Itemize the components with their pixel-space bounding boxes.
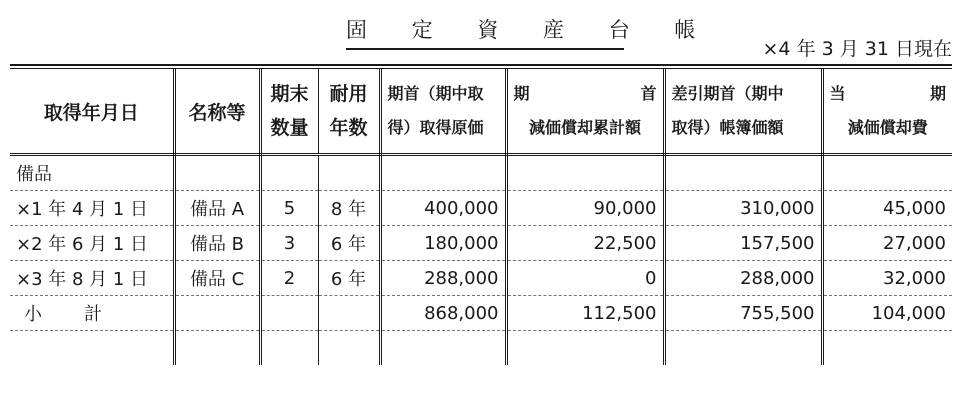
header-useful-life: 耐用 年数	[318, 69, 380, 155]
blank-row	[10, 331, 952, 366]
subtotal-cost: 868,000	[380, 296, 506, 331]
table-row	[10, 226, 952, 261]
subtotal-accumulated-depreciation: 112,500	[506, 296, 664, 331]
title-underline	[346, 48, 624, 50]
category-label: 備品	[10, 155, 174, 191]
category-row	[10, 155, 952, 191]
ledger-title: 固 定 資 産 台 帳	[346, 18, 715, 42]
header-book-value: 差引期首（期中 取得）帳簿価額	[664, 69, 822, 155]
subtotal-label: 小 計	[10, 296, 174, 331]
depreciation-expense-cell: 45,000	[822, 191, 952, 226]
accumulated-depreciation-cell: 0	[506, 261, 664, 296]
header-acquisition-date: 取得年月日	[10, 69, 174, 155]
depreciation-expense-cell: 27,000	[822, 226, 952, 261]
header-acquisition-cost: 期首（期中取 得）取得原価	[380, 69, 506, 155]
depreciation-expense-cell: 32,000	[822, 261, 952, 296]
acquisition-date-cell: ×3 年 8 月 1 日	[10, 261, 174, 296]
quantity-cell: 2	[260, 261, 318, 296]
subtotal-depreciation-expense: 104,000	[822, 296, 952, 331]
book-value-cell: 288,000	[664, 261, 822, 296]
subtotal-book-value: 755,500	[664, 296, 822, 331]
book-value-cell: 157,500	[664, 226, 822, 261]
acquisition-cost-cell: 180,000	[380, 226, 506, 261]
table-row	[10, 261, 952, 296]
as-of-date: ×4 年 3 月 31 日現在	[762, 38, 952, 60]
subtotal-row	[10, 296, 952, 331]
accumulated-depreciation-cell: 90,000	[506, 191, 664, 226]
acquisition-cost-cell: 288,000	[380, 261, 506, 296]
acquisition-date-cell: ×1 年 4 月 1 日	[10, 191, 174, 226]
fixed-asset-ledger	[10, 64, 952, 365]
header-row	[10, 69, 952, 155]
top-border	[10, 64, 952, 66]
useful-life-cell: 6 年	[318, 226, 380, 261]
useful-life-cell: 8 年	[318, 191, 380, 226]
asset-name-cell: 備品 A	[174, 191, 260, 226]
acquisition-cost-cell: 400,000	[380, 191, 506, 226]
book-value-cell: 310,000	[664, 191, 822, 226]
quantity-cell: 5	[260, 191, 318, 226]
header-name: 名称等	[174, 69, 260, 155]
ledger-table	[10, 69, 952, 365]
acquisition-date-cell: ×2 年 6 月 1 日	[10, 226, 174, 261]
header-accumulated-depreciation: 期 首 減価償却累計額	[506, 69, 664, 155]
asset-name-cell: 備品 B	[174, 226, 260, 261]
useful-life-cell: 6 年	[318, 261, 380, 296]
header-depreciation-expense: 当 期 減価償却費	[822, 69, 952, 155]
accumulated-depreciation-cell: 22,500	[506, 226, 664, 261]
header-quantity: 期末 数量	[260, 69, 318, 155]
quantity-cell: 3	[260, 226, 318, 261]
table-row	[10, 191, 952, 226]
asset-name-cell: 備品 C	[174, 261, 260, 296]
